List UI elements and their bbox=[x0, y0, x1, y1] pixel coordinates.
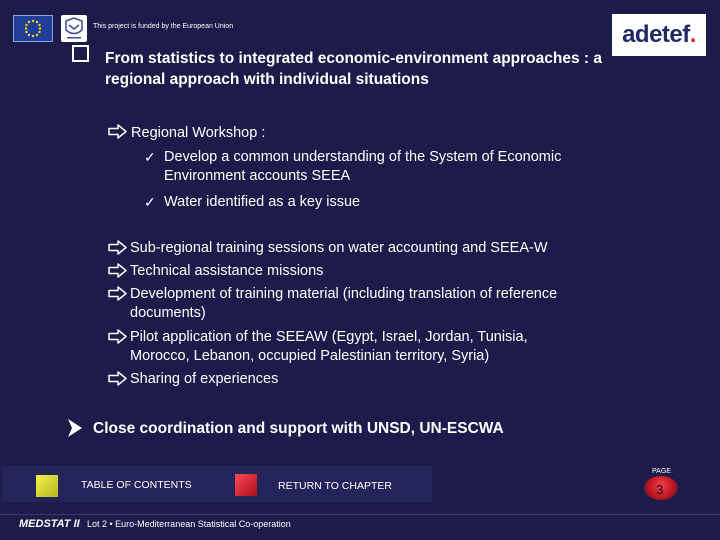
table-of-contents-square-icon[interactable] bbox=[36, 475, 58, 497]
eu-flag-logo bbox=[13, 15, 53, 42]
list-item bbox=[108, 239, 648, 258]
outline-arrow-icon bbox=[108, 263, 127, 278]
list-item-label: Sub-regional training sessions on water accounting and SEEA-W bbox=[130, 240, 548, 256]
funding-note: This project is funded by the European Union bbox=[93, 23, 234, 30]
outline-arrow-icon bbox=[108, 286, 127, 301]
sub-list-item bbox=[144, 193, 584, 212]
return-to-chapter-link[interactable]: RETURN TO CHAPTER bbox=[278, 480, 392, 492]
sub-list-item bbox=[144, 148, 584, 186]
list-item bbox=[108, 328, 583, 366]
list-item-label: Development of training material (including translation of reference documents) bbox=[130, 286, 558, 321]
check-mark-icon: ✓ bbox=[144, 149, 156, 165]
list-item-label: Regional Workshop : bbox=[131, 125, 266, 141]
arrowhead-icon bbox=[67, 418, 83, 438]
check-mark-icon: ✓ bbox=[144, 194, 156, 210]
list-item-label: Sharing of experiences bbox=[130, 371, 279, 387]
outline-arrow-icon bbox=[108, 371, 127, 386]
list-item-regional-workshop bbox=[108, 124, 265, 143]
closing-statement: Close coordination and support with UNSD, UN-ESCWA bbox=[93, 420, 504, 437]
footer-divider bbox=[0, 514, 720, 515]
adetef-logo-text: adetef bbox=[622, 21, 690, 48]
table-of-contents-link[interactable]: TABLE OF CONTENTS bbox=[81, 479, 192, 491]
adetef-logo-dot: . bbox=[689, 21, 696, 48]
list-item bbox=[108, 285, 608, 323]
outline-arrow-icon bbox=[108, 329, 127, 344]
outline-arrow-icon bbox=[108, 240, 127, 255]
page-label: PAGE bbox=[652, 468, 671, 475]
return-to-chapter-square-icon[interactable] bbox=[235, 474, 257, 496]
medstat-brand: MEDSTAT II bbox=[19, 518, 80, 530]
outline-arrow-icon bbox=[108, 124, 127, 139]
list-item-label: Pilot application of the SEEAW (Egypt, Israel, Jordan, Tunisia, Morocco, Lebanon, occupied Palestinian territory, Syria) bbox=[130, 329, 528, 364]
lot-description: Lot 2 • Euro-Mediterranean Statistical Co-operation bbox=[87, 519, 291, 529]
checkbox-icon bbox=[72, 45, 89, 62]
list-item bbox=[108, 370, 648, 389]
slide-title: From statistics to integrated economic-environment approaches : a regional approach with individual situations bbox=[105, 50, 602, 88]
list-item bbox=[108, 262, 648, 281]
sub-list-item-label: Water identified as a key issue bbox=[164, 194, 361, 210]
list-item-label: Technical assistance missions bbox=[130, 263, 324, 279]
page-number: 3 bbox=[656, 482, 664, 497]
sub-list-item-label: Develop a common understanding of the System of Economic Environment accounts SEEA bbox=[164, 149, 562, 184]
medstat-logo bbox=[61, 15, 87, 42]
